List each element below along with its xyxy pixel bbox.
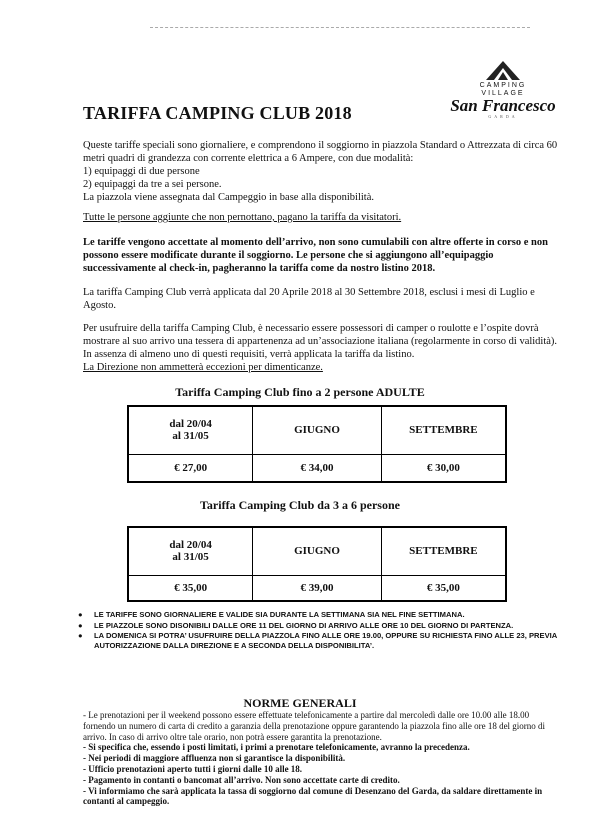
rules-list <box>76 610 566 651</box>
general-rule-line: - Vi informiamo che sarà applicata la tassa di soggiorno dal comune di Desenzano del Garda, da saldare direttamente in contanti al campeggio. <box>83 785 543 807</box>
table2-june-header: GIUGNO <box>253 527 382 575</box>
acceptance-note: Le tariffe vengono accettate al momento dell’arrivo, non sono cumulabili con altre offerte in corso e non possono essere modificate durante il soggiorno. Le persone che si aggiungono all’equipaggio successivamente al check-in, pagheranno la tariffa come da nostro listino 2018. <box>83 237 548 274</box>
table2-price-june: € 39,00 <box>253 575 382 601</box>
bullet-icon: ● <box>78 631 83 640</box>
logo-brand: San Francesco <box>450 96 556 115</box>
camping-logo <box>448 60 558 120</box>
table2-period-to: al 31/05 <box>172 551 209 564</box>
requirements-block <box>83 322 563 374</box>
general-rules-title: NORME GENERALI <box>243 696 357 710</box>
intro-item-1: 1) equipaggi di due persone <box>83 166 200 177</box>
table2-period-from: dal 20/04 <box>169 539 212 552</box>
table1-price-september: € 30,00 <box>381 454 506 482</box>
table2-price-period: € 35,00 <box>128 575 253 601</box>
logo-line-1: CAMPING <box>479 82 527 89</box>
scan-header-line <box>150 27 530 28</box>
table2-title: Tariffa Camping Club da 3 a 6 persone <box>200 498 400 512</box>
table1-title: Tariffa Camping Club fino a 2 persone ADULTE <box>175 385 425 399</box>
logo-tagline: GARDA <box>488 114 518 119</box>
table1-period-from: dal 20/04 <box>169 418 212 431</box>
direction-note: La Direzione non ammetterà eccezioni per dimenticanze. <box>83 362 323 373</box>
table1-september-header: SETTEMBRE <box>381 406 506 454</box>
table1-price-june: € 34,00 <box>253 454 382 482</box>
tent-icon <box>483 60 523 82</box>
table1-june-header: GIUGNO <box>253 406 382 454</box>
general-rule-line: - Ufficio prenotazioni aperto tutti i giorni dalle 10 alle 18. <box>83 763 303 774</box>
table1-period-to: al 31/05 <box>172 430 209 443</box>
visitors-note: Tutte le persone aggiunte che non pernottano, pagano la tariffa da visitatori. <box>83 212 402 223</box>
table1-price-period: € 27,00 <box>128 454 253 482</box>
bullet-icon: ● <box>78 610 83 619</box>
intro-assignment: La piazzola viene assegnata dal Campeggio in base alla disponibilità. <box>83 192 374 203</box>
rate-table-3-6-persons <box>127 526 507 602</box>
validity-period: La tariffa Camping Club verrà applicata dal 20 Aprile 2018 al 30 Settembre 2018, esclusi i mesi di Luglio e Agosto. <box>83 287 535 311</box>
intro-item-2: 2) equipaggi da tre a sei persone. <box>83 179 222 190</box>
table2-price-september: € 35,00 <box>381 575 506 601</box>
page-title: TARIFFA CAMPING CLUB 2018 <box>83 103 352 123</box>
rate-table-2-adults <box>127 405 507 483</box>
intro-paragraph: Queste tariffe speciali sono giornaliere, e comprendono il soggiorno in piazzola Standard o Attrezzata di circa 60 metri quadri di grandezza con corrente elettrica a 6 Ampere, con due modalità: <box>83 140 558 164</box>
bullet-icon: ● <box>78 620 83 630</box>
table2-september-header: SETTEMBRE <box>381 527 506 575</box>
rules-list-item: ● LE PIAZZOLE SONO DISONIBILI DALLE ORE 11 DEL GIORNO DI ARRIVO ALLE ORE 10 DEL GIORNO DI PARTENZA. <box>78 620 514 630</box>
requirements-text: Per usufruire della tariffa Camping Club, è necessario essere possessori di camper o roulotte e l’ospite dovrà mostrare al suo arrivo una tessera di appartenenza ad un’associazione italiana (regolarmente in corso di validità). In assenza di almeno uno di questi requisiti, verrà applicata la tariffa da listino. <box>83 323 558 360</box>
logo-line-2: VILLAGE <box>481 90 525 97</box>
table2-period-header <box>128 527 253 575</box>
general-rule-line: - Nei periodi di maggiore affluenza non si garantisce la disponibilità. <box>83 753 346 764</box>
general-rule-line: - Pagamento in contanti o bancomat all’arrivo. Non sono accettate carte di credito. <box>83 774 400 785</box>
general-rule-line: - Le prenotazioni per il weekend possono essere effettuate telefonicamente a partire dal mercoledì dalle ore 10.00 alle 18.00 fornendo un numero di carta di credito a garanzia della prenotazione oppure garantendo la piazzola fino alle ore 18 del giorno di arrivo. In caso di arrivo oltre tale orario, non potrà essere garantita la prenotazione. <box>83 710 546 742</box>
intro-block <box>83 139 563 204</box>
rules-list-item: ● LA DOMENICA SI POTRA’ USUFRUIRE DELLA PIAZZOLA FINO ALLE ORE 19.00, OPPURE SU RICHIESTA FINO ALLE 23, PREVIA AUTORIZZAZIONE DALLA DIREZIONE E A SECONDA DELLA DISPONIBILITA’. <box>78 631 557 650</box>
general-rule-line: - Si specifica che, essendo i posti limitati, i primi a prenotare telefonicamente, avranno la precedenza. <box>83 742 470 753</box>
table1-period-header <box>128 406 253 454</box>
rules-list-item: ● LE TARIFFE SONO GIORNALIERE E VALIDE SIA DURANTE LA SETTIMANA SIA NEL FINE SETTIMANA. <box>78 610 465 619</box>
general-rules-block <box>83 710 563 807</box>
